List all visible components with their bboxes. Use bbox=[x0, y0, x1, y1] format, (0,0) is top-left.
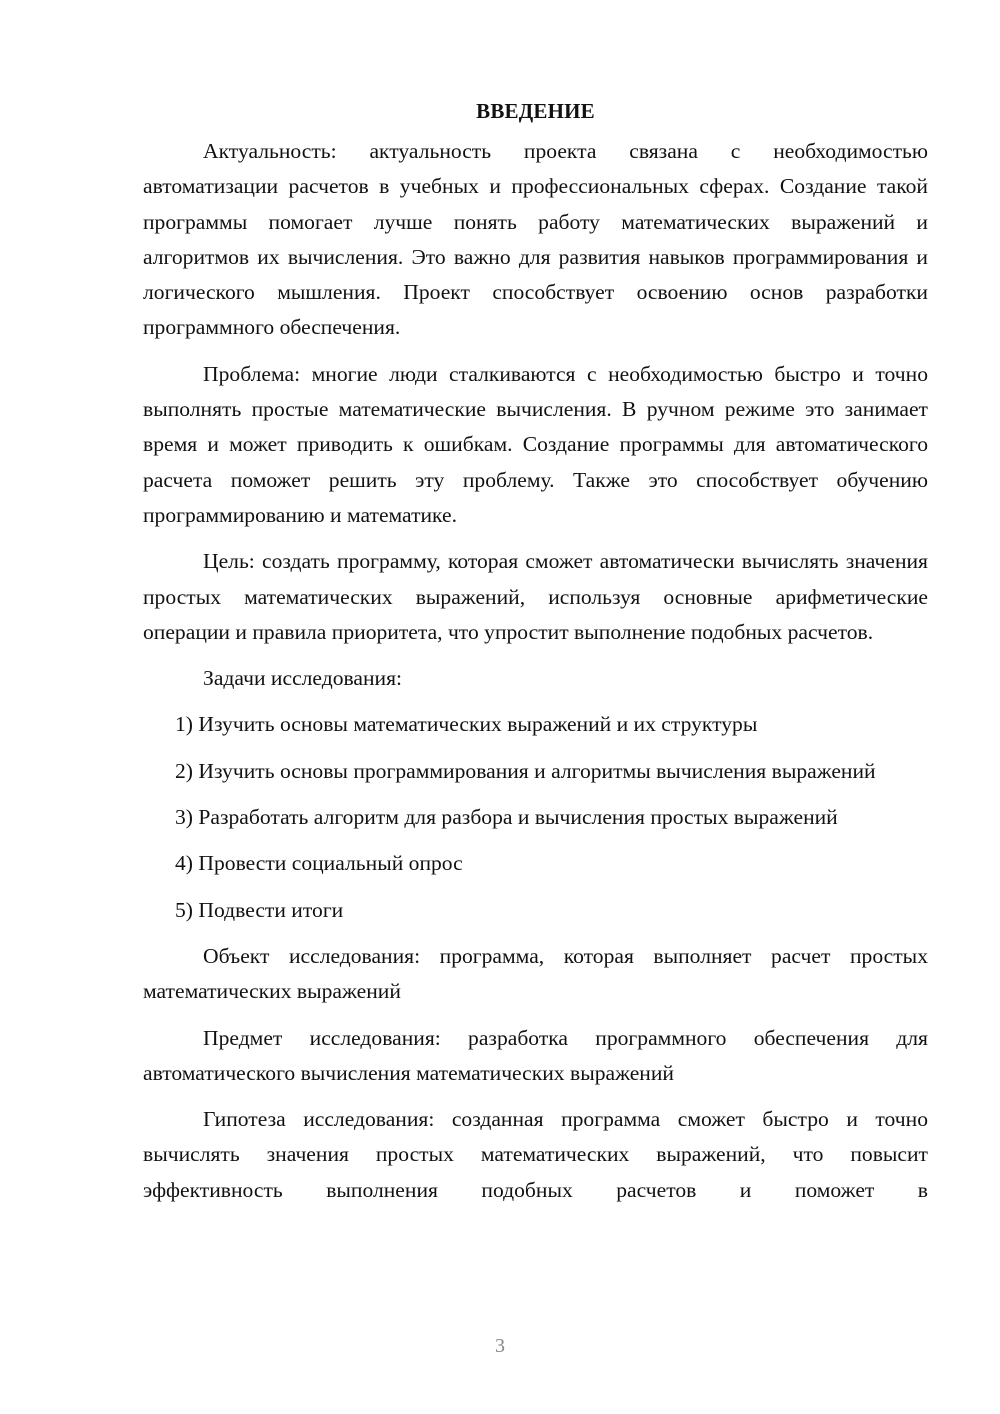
task-list-item: 3) Разработать алгоритм для разбора и вычисления простых выражений bbox=[175, 805, 838, 830]
task-list bbox=[143, 707, 928, 927]
section-heading: ВВЕДЕНИЕ bbox=[476, 99, 595, 123]
goal-paragraph: Цель: создать программу, которая сможет автоматически вычислять значения простых математических выражений, используя основные арифметические операции и правила приоритета, что упростит выполнение подобных расчетов. bbox=[143, 549, 928, 644]
task-list-item: 2) Изучить основы программирования и алгоритмы вычисления выражений bbox=[175, 758, 876, 783]
page-content bbox=[143, 94, 928, 1219]
task-list-item: 5) Подвести итоги bbox=[175, 897, 344, 922]
page-number: 3 bbox=[495, 1335, 505, 1357]
tasks-heading: Задачи исследования: bbox=[203, 666, 403, 691]
task-list-item: 1) Изучить основы математических выражений и их структуры bbox=[175, 712, 758, 737]
object-paragraph: Объект исследования: программа, которая выполняет расчет простых математических выражений bbox=[143, 943, 928, 1004]
hypothesis-paragraph: Гипотеза исследования: созданная программа сможет быстро и точно вычислять значения простых математических выражений, что повысит эффективность выполнения подобных расчетов и поможет в bbox=[143, 1107, 928, 1202]
task-list-item: 4) Провести социальный опрос bbox=[175, 851, 463, 876]
relevance-paragraph: Актуальность: актуальность проекта связана с необходимостью автоматизации расчетов в учебных и профессиональных сферах. Создание такой программы помогает лучше понять работу математических выражений и алгоритмов их вычисления. Это важно для развития навыков программирования и логического мышления. Проект способствует освоению основ разработки программного обеспечения. bbox=[143, 139, 928, 340]
problem-paragraph: Проблема: многие люди сталкиваются с необходимостью быстро и точно выполнять простые математические вычисления. В ручном режиме это занимает время и может приводить к ошибкам. Создание программы для автоматического расчета поможет решить эту проблему. Также это способствует обучению программированию и математике. bbox=[143, 361, 928, 527]
subject-paragraph: Предмет исследования: разработка программного обеспечения для автоматического вычисления математических выражений bbox=[143, 1025, 928, 1085]
